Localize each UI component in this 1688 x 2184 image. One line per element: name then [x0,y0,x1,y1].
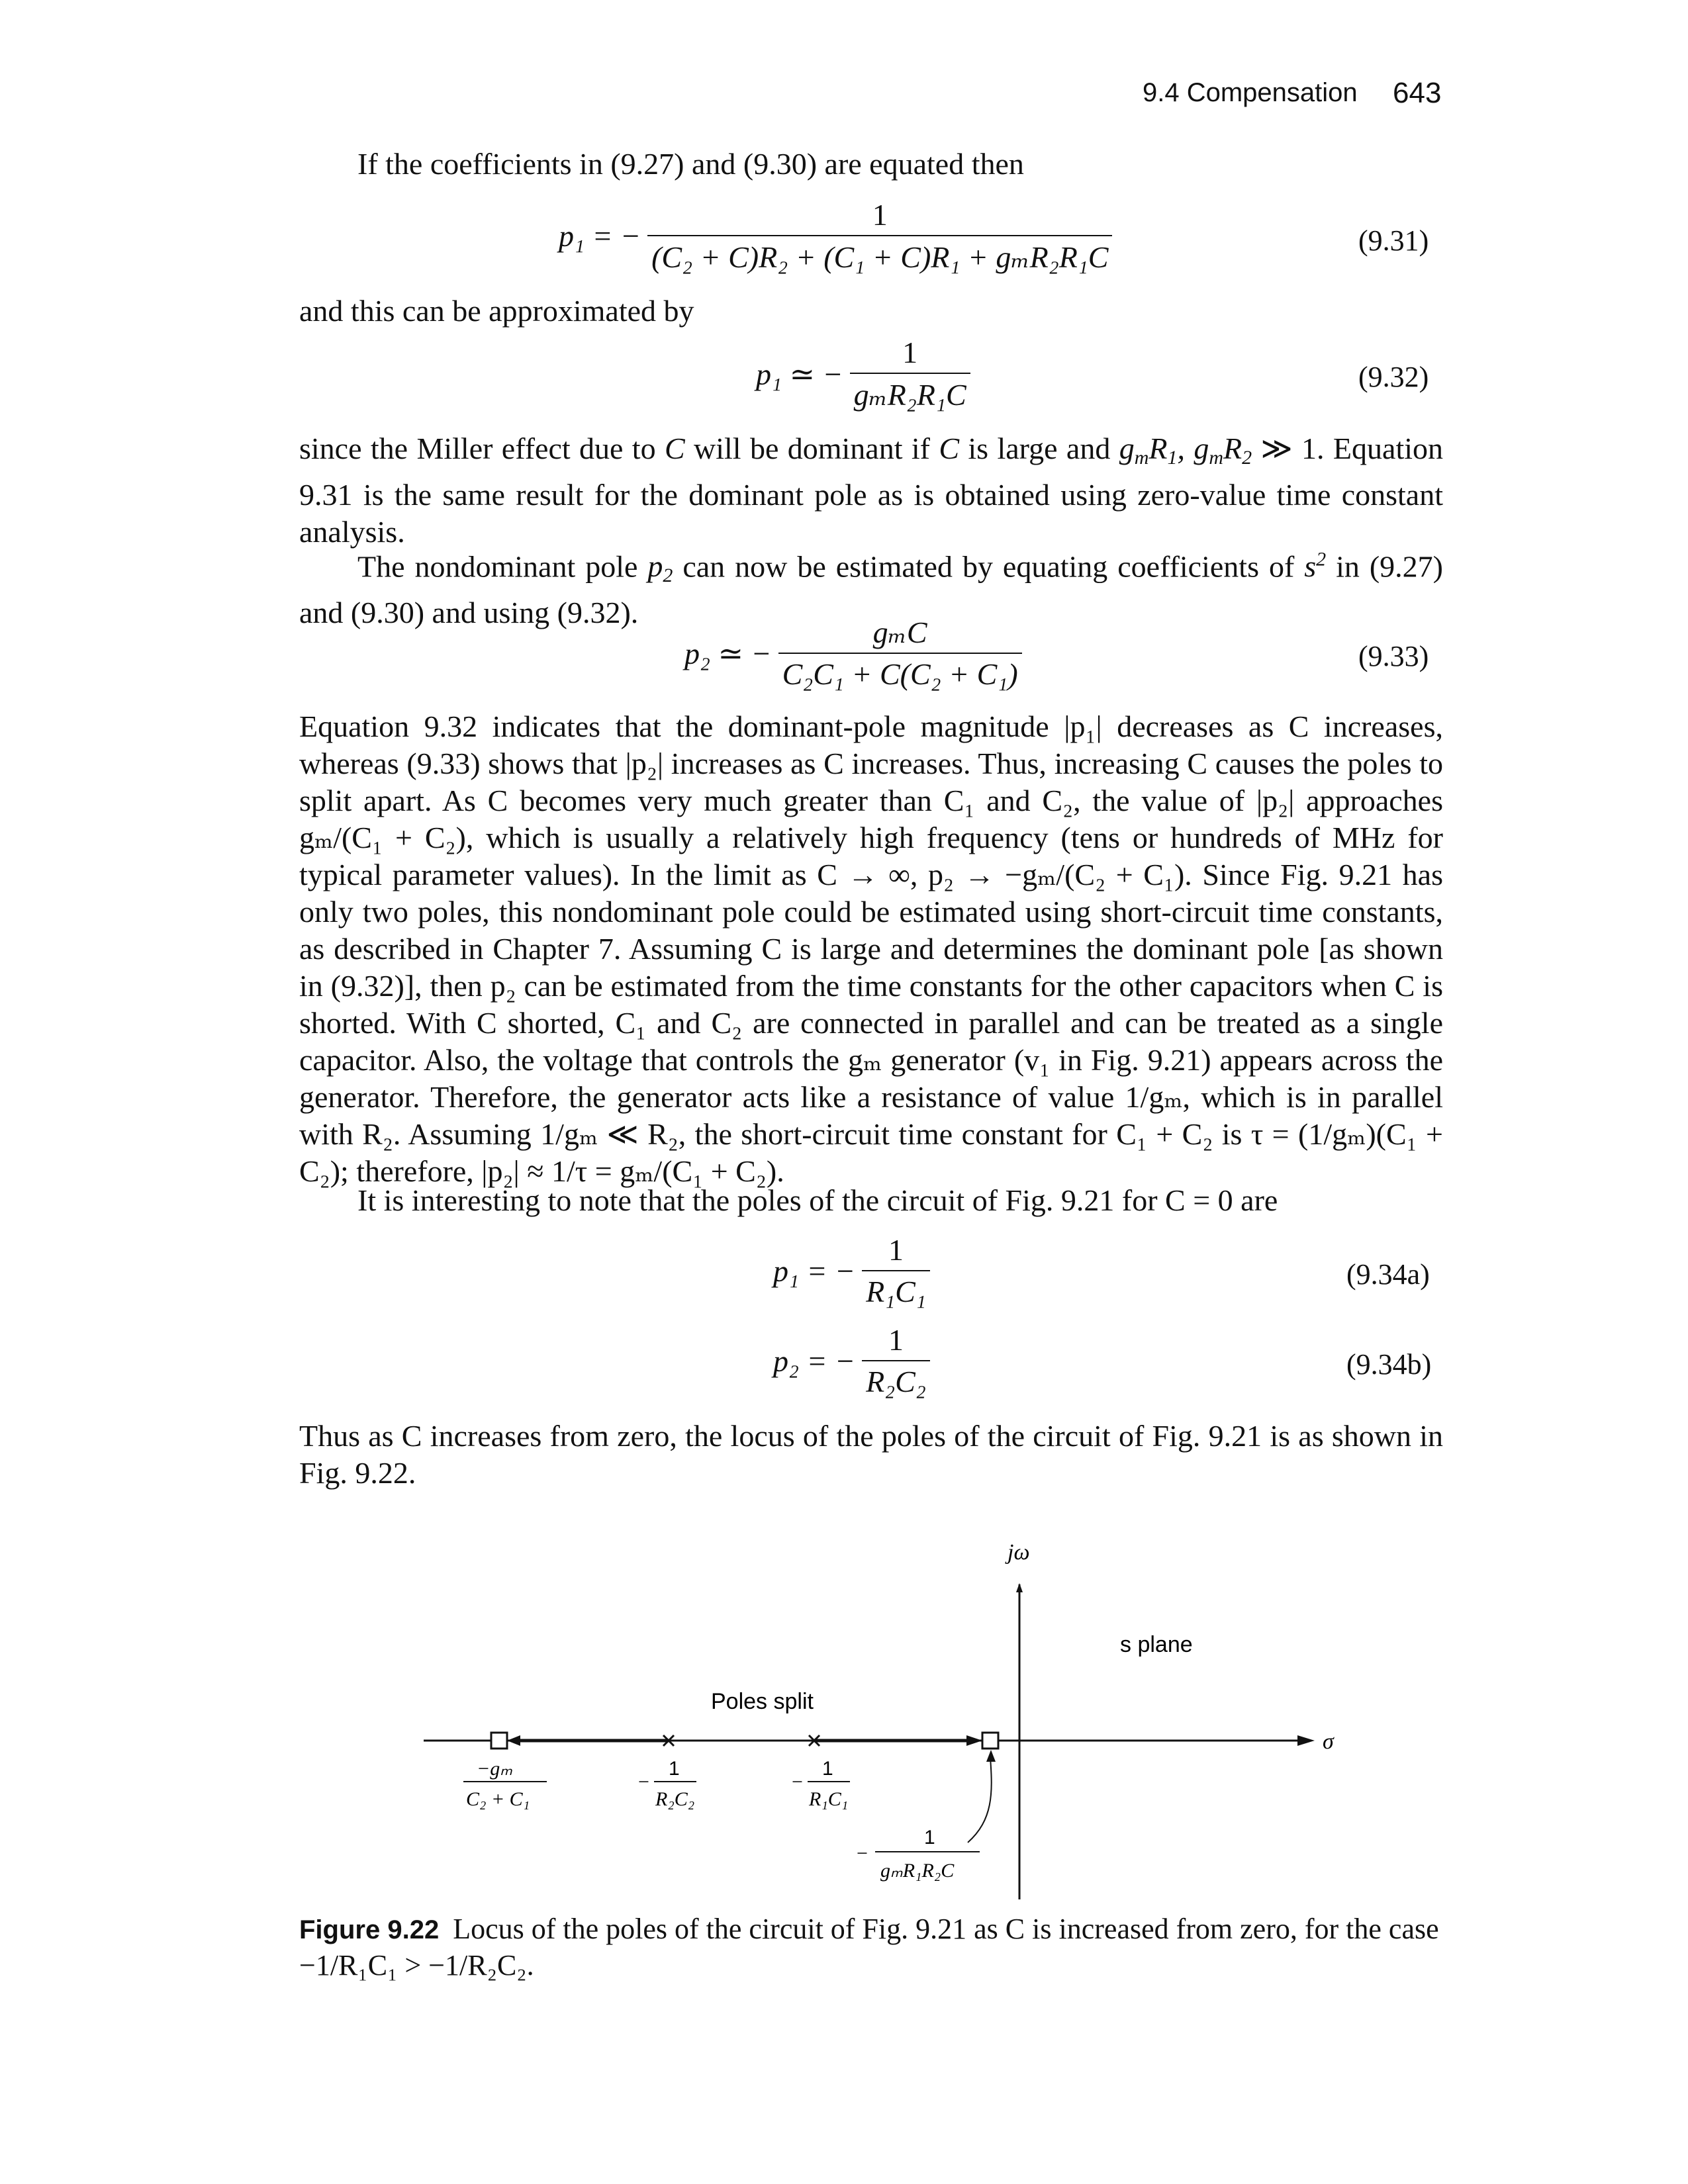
symbol-gmr: $g_mR_1$, $g_mR_2$ [1119,432,1252,469]
label-r1c1-denominator: R₁C₁ [809,1788,849,1810]
equation-fraction [647,197,1112,275]
equation-9-33 [684,614,1029,692]
split-pole-left [491,1733,507,1749]
text-run: in (9.27) and (9.30) and using (9.32). [299,549,1443,630]
equation-numerator: gₘC [872,615,927,649]
equation-numerator: 1 [888,1323,904,1357]
equation-lhs: p₁ = − [773,1253,856,1288]
running-title: 9.4 Compensation [1143,78,1358,107]
s-plane-label: s plane [1120,1632,1193,1657]
equation-number-9-32: (9.32) [1358,361,1429,393]
equation-denominator: R₂C₂ [862,1360,930,1399]
equation-lhs: p₁ ≃ − [756,357,843,391]
symbol-c: C [664,432,685,465]
equation-9-31 [559,197,1119,275]
symbol-s2: $s^2$ [1304,549,1327,584]
paragraph-6: It is interesting to note that the poles of the circuit of Fig. 9.21 for C = 0 are [357,1183,1278,1217]
leader-line [968,1758,992,1843]
text-run: will be dominant if [684,432,939,465]
sigma-axis-label: σ [1323,1729,1334,1754]
equation-9-34b [773,1322,937,1399]
equation-denominator: C₂C₁ + C(C₂ + C₁) [778,653,1022,692]
label-dom-denominator: gₘR₁R₂C [880,1860,955,1882]
text-run: since the Miller effect due to [299,432,665,465]
text-run: ≫ 1. Equation 9.31 is the same result for the dominant pole as is obtained using zero-value time constant analysis. [299,432,1444,549]
equation-number-9-33: (9.33) [1358,640,1429,672]
equation-number-9-34b: (9.34b) [1346,1348,1432,1381]
symbol-c: C [939,432,960,465]
equation-denominator: R₁C₁ [862,1270,930,1309]
equation-9-32 [756,335,977,412]
real-axis-arrowhead [1297,1735,1315,1746]
pole-locus-figure [397,1529,1357,1899]
equation-fraction [862,1322,930,1399]
paragraph-7: Thus as C increases from zero, the locus of the poles of the circuit of Fig. 9.21 is as shown in Fig. 9.22. [299,1419,1443,1490]
equation-number-9-31: (9.31) [1358,224,1429,257]
equation-numerator: 1 [872,198,888,232]
equation-denominator: gₘR₂R₁C [850,373,970,412]
paragraph-3 [299,430,1443,551]
equation-denominator: (C₂ + C)R₂ + (C₁ + C)R₁ + gₘR₂R₁C [647,235,1112,275]
text-run: can now be estimated by equating coefficients of [673,549,1305,584]
locus-left-arrow [507,1735,520,1746]
symbol-p2: $p_2$ [647,549,673,587]
equation-fraction [778,614,1022,692]
label-r2c2-denominator: R₂C₂ [655,1788,695,1810]
label-r2c2-minus: − [638,1771,649,1793]
caption-text: Locus of the poles of the circuit of Fig. 9.21 as C is increased from zero, for the case −1/R₁C₁ > −1/R₂C₂. [299,1913,1439,1981]
label-dom-numerator: 1 [924,1827,935,1848]
label-r2c2-numerator: 1 [669,1758,680,1780]
figure-label: Figure 9.22 [299,1915,440,1944]
equation-lhs: p₂ = − [773,1343,856,1378]
equation-fraction [850,335,970,412]
paragraph-1: If the coefficients in (9.27) and (9.30) are equated then [357,147,1024,181]
text-run: The nondominant pole [357,549,648,584]
label-r1c1-minus: − [792,1771,803,1793]
paragraph-2: and this can be approximated by [299,294,694,328]
equation-numerator: 1 [888,1233,904,1267]
label-gm-denominator: C₂ + C₁ [466,1788,530,1810]
text-run: is large and [959,432,1119,465]
poles-split-label: Poles split [711,1689,814,1714]
leader-arrowhead [986,1750,996,1762]
equation-9-34a [773,1232,937,1309]
paragraph-5: Equation 9.32 indicates that the dominant-pole magnitude |p₁| decreases as C increases, whereas (9.33) shows that |p₂| increases as C increases. Thus, increasing C causes the poles to split apart. As C becomes very much greater than C₁ and C₂, the value of |p₂| approaches gₘ/(C₁ + C₂), which is usually a relatively high frequency (tens or hundreds of MHz for typical parameter values). In the limit as C → ∞, p₂ → −gₘ/(C₂ + C₁). Since Fig. 9.21 has only two poles, this nondominant pole could be estimated using short-circuit time constants, as described in Chapter 7. Assuming C is large and determines the dominant pole [as shown in (9.32)], then p₂ can be estimated from the time constants for the other capacitors when C is shorted. With C shorted, C₁ and C₂ are connected in parallel and can be treated as a single capacitor. Also, the voltage that controls the gₘ generator (v₁ in Fig. 9.21) appears across the generator. Therefore, the generator acts like a resistance of value 1/gₘ, which is in parallel with R₂. Assuming 1/gₘ ≪ R₂, the short-circuit time constant for C₁ + C₂ is τ = (1/gₘ)(C₁ + C₂); therefore, |p₂| ≈ 1/τ = gₘ/(C₁ + C₂). [299,709,1443,1188]
page-number: 643 [1393,77,1442,109]
equation-fraction [862,1232,930,1309]
locus-right-arrow [966,1735,982,1746]
label-gm-numerator: −gₘ [477,1758,512,1780]
split-pole-right [982,1733,998,1749]
equation-lhs: p₂ ≃ − [684,636,772,670]
figure-caption [299,1911,1444,1983]
equation-number-9-34a: (9.34a) [1346,1258,1430,1291]
label-dom-minus: − [857,1843,868,1864]
equation-lhs: p₁ = − [559,219,641,253]
label-r1c1-numerator: 1 [822,1758,833,1780]
jw-axis-label: jω [1008,1540,1030,1565]
equation-numerator: 1 [902,336,918,369]
